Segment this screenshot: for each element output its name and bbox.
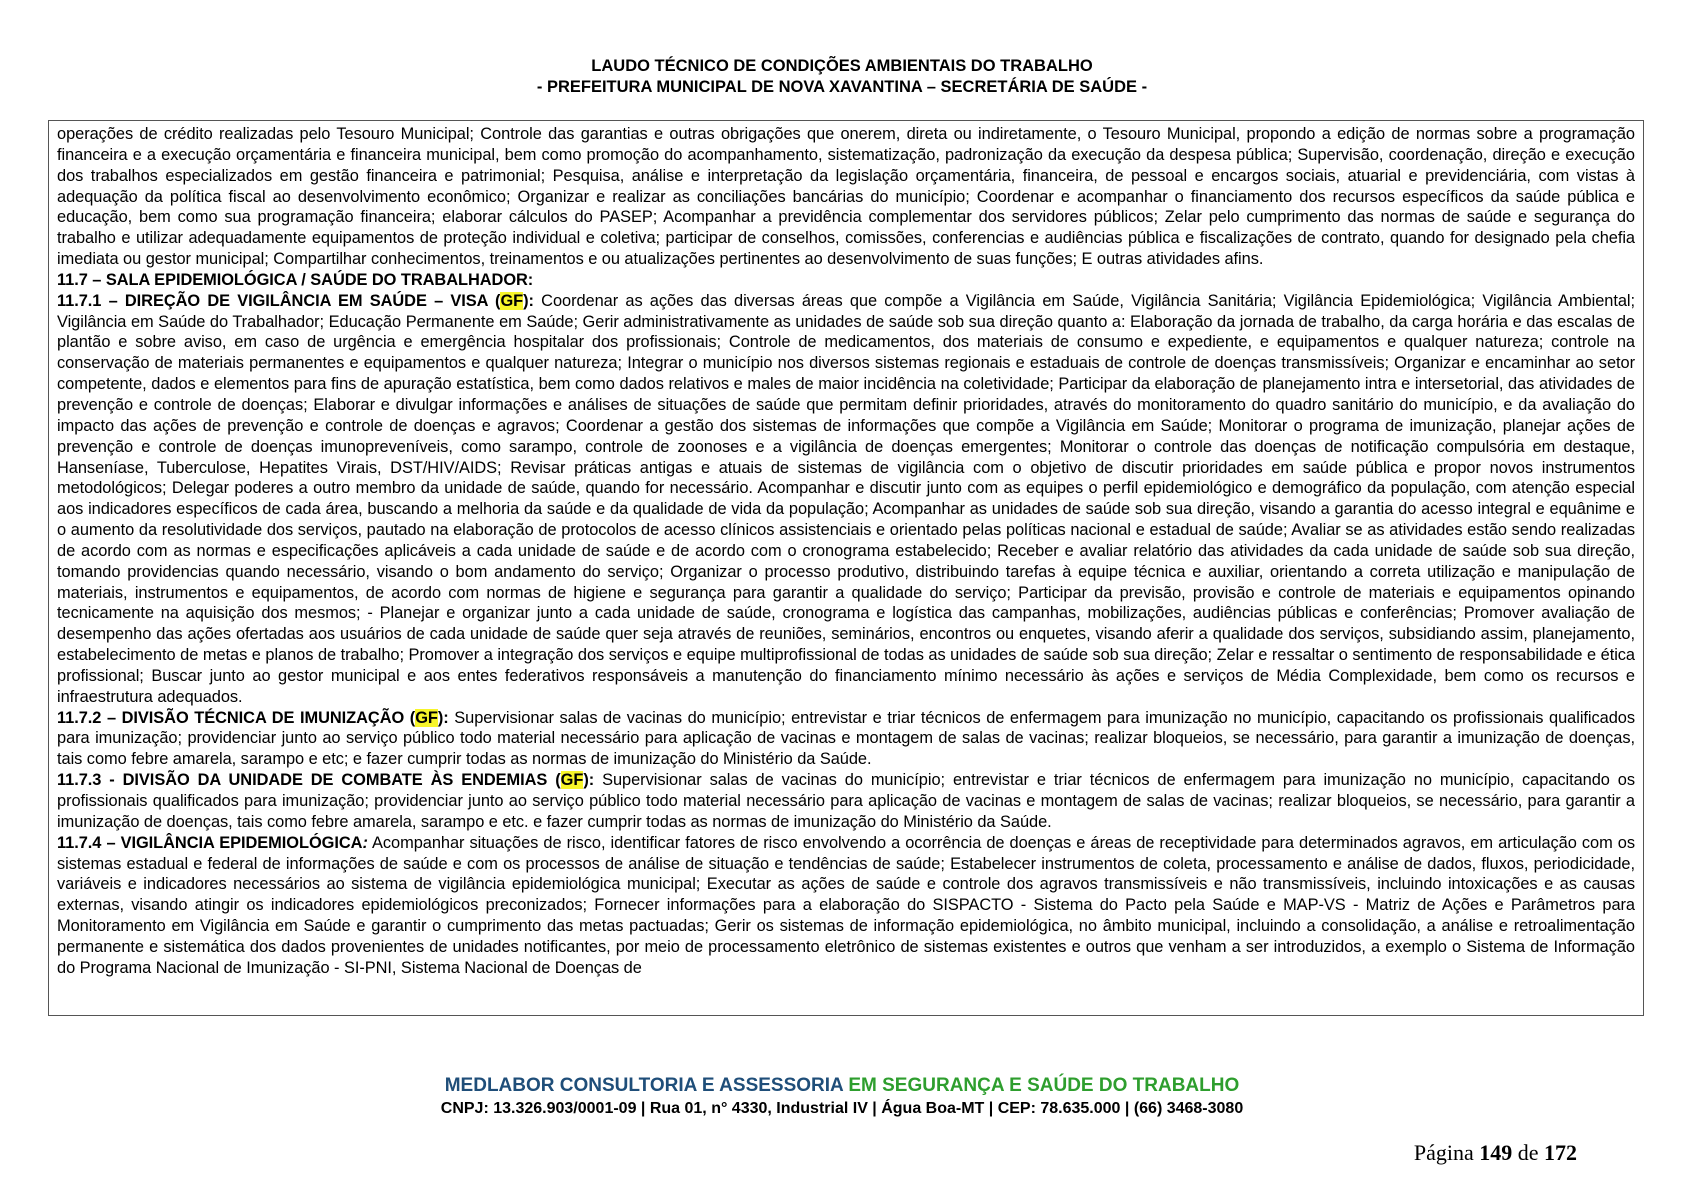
intro-paragraph: [57, 124, 1635, 270]
s1-after: ):: [523, 291, 534, 310]
footer-company: [0, 1074, 1684, 1098]
header-subtitle: - PREFEITURA MUNICIPAL DE NOVA XAVANTINA – SECRETÁRIA DE SAÚDE -: [536, 78, 1148, 96]
s4-label: 11.7.4 – VIGILÂNCIA EPIDEMIOLÓGICA: [57, 833, 363, 852]
header-title: LAUDO TÉCNICO DE CONDIÇÕES AMBIENTAIS DO TRABALHO: [591, 57, 1093, 75]
page-of: de: [1517, 1140, 1539, 1165]
content-box: [48, 120, 1644, 1016]
s4-text: Acompanhar situações de risco, identificar fatores de risco envolvendo a ocorrência de doenças e áreas de receptividade para determinados agravos, em articulação com os sistemas estadual e federal de informações de saúde e com os processos de análise de situação e tendências de saúde; Estabelecer instrumentos de coleta, processamento e análise de dados, fluxos, periodicidade, variáveis e indicadores necessários ao sistema de vigilância epidemiológica municipal; Executar as ações de saúde e controle dos agravos transmissíveis e não transmissíveis, incluindo intoxicações e as causas externas, visando atingir os indicadores epidemiológicos preconizados; Fornecer informações para a elaboração do SISPACTO - Sistema do Pacto pela Saúde e MAP-VS - Matriz de Ações e Parâmetros para Monitoramento em Vigilância em Saúde e garantir o cumprimento das metas pactuadas; Gerir os sistemas de informação epidemiológica, no âmbito municipal, incluindo a consolidação, a análise e retroalimentação permanente e sistemática dos dados provenientes de unidades notificantes, por meio de processamento eletrônico de sistemas existentes e outros que venham a ser introduzidos, a exemplo o Sistema de Informação do Programa Nacional de Imunização - SI-PNI, Sistema Nacional de Doenças de: [57, 833, 1635, 977]
s2-after: ):: [437, 708, 449, 727]
s2-text: Supervisionar salas de vacinas do município; entrevistar e triar técnicos de enfermagem para imunização no município, capacitando os profissionais qualificados para imunização; providenciar junto ao serviço público todo material necessário para aplicação de vacinas e montagem de salas de vacinas; realizar bloqueios, se necessário, para garantir a imunização de doenças, tais como febre amarela, sarampo e etc; e fazer cumprir todas as normas de imunização do Ministério da Saúde.: [57, 708, 1635, 769]
s1-label: 11.7.1 – DIREÇÃO DE VIGILÂNCIA EM SAÚDE – VISA (: [57, 291, 501, 310]
s3-label: 11.7.3 - DIVISÃO DA UNIDADE DE COMBATE ÀS ENDEMIAS (: [57, 771, 561, 790]
section-11-7-3: [57, 770, 1635, 833]
s1-tag: GF: [500, 291, 524, 310]
document-header: [0, 56, 1684, 98]
s3-text: Supervisionar salas de vacinas do município; entrevistar e triar técnicos de enfermagem para imunização no município, capacitando os profissionais qualificados para imunização; providenciar junto ao serviço público todo material necessário para aplicação de vacinas e montagem de salas de vacinas; realizar bloqueios, se necessário, para garantir a imunização de doenças, tais como febre amarela, sarampo e etc. e fazer cumprir todas as normas de imunização do Ministério da Saúde.: [57, 771, 1635, 831]
s4-colon: :: [362, 833, 368, 852]
company-name: MEDLABOR CONSULTORIA E ASSESSORIA: [444, 1075, 844, 1096]
page-current: 149: [1479, 1140, 1513, 1165]
footer-contact: CNPJ: 13.326.903/0001-09 | Rua 01, n° 4330, Industrial IV | Água Boa-MT | CEP: 78.635.000 | (66) 3468-3080: [440, 1100, 1244, 1117]
s2-label: 11.7.2 – DIVISÃO TÉCNICA DE IMUNIZAÇÃO (: [57, 708, 416, 727]
s2-tag: GF: [415, 708, 438, 727]
section-11-7-4: [57, 833, 1635, 979]
intro-text: operações de crédito realizadas pelo Tesouro Municipal; Controle das garantias e outras obrigações que onerem, direta ou indiretamente, o Tesouro Municipal, propondo a edição de normas sobre a programação financeira e a execução orçamentária e financeira municipal, bem como promoção do acompanhamento, sistematização, padronização da execução da despesa pública; Supervisão, coordenação, direção e execução dos trabalhos especializados em gestão financeira e patrimonial; Pesquisa, análise e interpretação da legislação orçamentária, financeira, de pessoal e encargos sociais, atuarial e previdenciária, com vistas à adequação da política fiscal ao desenvolvimento econômico; Organizar e realizar as conciliações bancárias do município; Coordenar e acompanhar o financiamento dos recursos específicos da saúde pública e educação, bem como sua programação financeira; elaborar cálculos do PASEP; Acompanhar a previdência complementar dos servidores públicos; Zelar pelo cumprimento das normas de saúde e segurança do trabalho e utilizar adequadamente equipamentos de proteção individual e coletiva; participar de conselhos, comissões, conferencias e audiências pública e fiscalizações de contrato, quando for designado pela chefia imediata ou gestor municipal; Compartilhar conhecimentos, treinamentos e ou atualizações pertinentes ao desenvolvimento de suas funções; E outras atividades afins.: [57, 125, 1635, 269]
s3-after: ):: [583, 771, 595, 790]
page-number: [1414, 1140, 1577, 1166]
s3-tag: GF: [560, 771, 584, 790]
company-tagline: EM SEGURANÇA E SAÚDE DO TRABALHO: [848, 1075, 1240, 1096]
section-heading: [57, 270, 1635, 291]
section-11-7-2: [57, 708, 1635, 771]
section-11-7-1: [57, 291, 1635, 708]
s1-text: Coordenar as ações das diversas áreas que compõe a Vigilância em Saúde, Vigilância Sanitária; Vigilância Epidemiológica; Vigilância Ambiental; Vigilância em Saúde do Trabalhador; Educação Permanente em Saúde; Gerir administrativamente as unidades de saúde sob sua direção quanto a: Elaboração da jornada de trabalho, da carga horária e das escalas de plantão e sobre aviso, em caso de urgência e emergência hospitalar dos profissionais; Controle de medicamentos, dos materiais de consumo e expediente, e equipamentos e qualquer natureza; controle na conservação de materiais permanentes e equipamentos e qualquer natureza; Integrar o município nos diversos sistemas regionais e estaduais de controle de doenças transmissíveis; Organizar e encaminhar ao setor competente, dados e elementos para fins de apuração estatística, bem como dados relativos e males de maior incidência na coletividade; Participar da elaboração de planejamento intra e intersetorial, das atividades de prevenção e controle de doenças; Elaborar e divulgar informações e análises de situações de saúde que permitam definir prioridades, através do monitoramento do quadro sanitário do município, e da avaliação do impacto das ações de prevenção e controle de doenças e agravos; Coordenar a gestão dos sistemas de informações que compõe a Vigilância em Saúde; Monitorar o programa de imunização, planejar ações de prevenção e controle de doenças imunopreveníveis, como sarampo, controle de zoonoses e a vigilância de doenças emergentes; Monitorar o controle das doenças de notificação compulsória em destaque, Hanseníase, Tuberculose, Hepatites Virais, DST/HIV/AIDS; Revisar práticas antigas e atuais de sistemas de vigilância com o objetivo de discutir prioridades em saúde pública e propor novos instrumentos metodológicos; Delegar poderes a outro membro da unidade de saúde, quando for necessário. Acompanhar e discutir junto com as equipes o perfil epidemiológico e demográfico da população, com atenção especial aos indicadores específicos de cada área, buscando a melhoria da saúde e da qualidade de vida da população; Acompanhar as unidades de saúde sob sua direção, visando a garantia do acesso integral e equânime e o aumento da resolutividade dos serviços, pautado na elaboração de protocolos de acesso clínicos assistenciais e orientado pelas políticas nacional e estadual de saúde; Avaliar se as atividades estão sendo realizadas de acordo com as normas e especificações aplicáveis a cada unidade de saúde e de acordo com o cronograma estabelecido; Receber e avaliar relatório das atividades da cada unidade de saúde sob sua direção, tomando providencias quando necessário, visando o bom andamento do serviço; Organizar o processo produtivo, distribuindo tarefas à equipe técnica e auxiliar, orientando a correta utilização e manipulação de materiais, instrumentos e equipamentos, de acordo com normas de higiene e segurança para garantir a qualidade do serviço; Participar da previsão, provisão e controle de materiais e equipamentos opinando tecnicamente na aquisição dos mesmos; - Planejar e organizar junto a cada unidade de saúde, cronograma e logística das campanhas, mobilizações, audiências públicas e conferências; Promover avaliação de desempenho das ações ofertadas aos usuários de cada unidade de saúde quer seja através de reuniões, seminários, encontros ou enquetes, visando aferir a qualidade dos serviços, subsidiando assim, planejamento, estabelecimento de metas e planos de trabalho; Promover a integração dos serviços e equipe multiprofissional de todas as unidades de saúde sob sua direção; Zelar e ressaltar o sentimento de responsabilidade e ética profissional; Buscar junto ao gestor municipal e aos entes federativos responsáveis a manutenção do financiamento mínimo necessário às ações e serviços de Média Complexidade, bem como os recursos e infraestrutura adequados.: [57, 291, 1636, 706]
section-title: 11.7 – SALA EPIDEMIOLÓGICA / SAÚDE DO TRABALHADOR:: [57, 270, 534, 289]
page-total: 172: [1544, 1140, 1577, 1165]
page-label: Página: [1413, 1140, 1474, 1165]
